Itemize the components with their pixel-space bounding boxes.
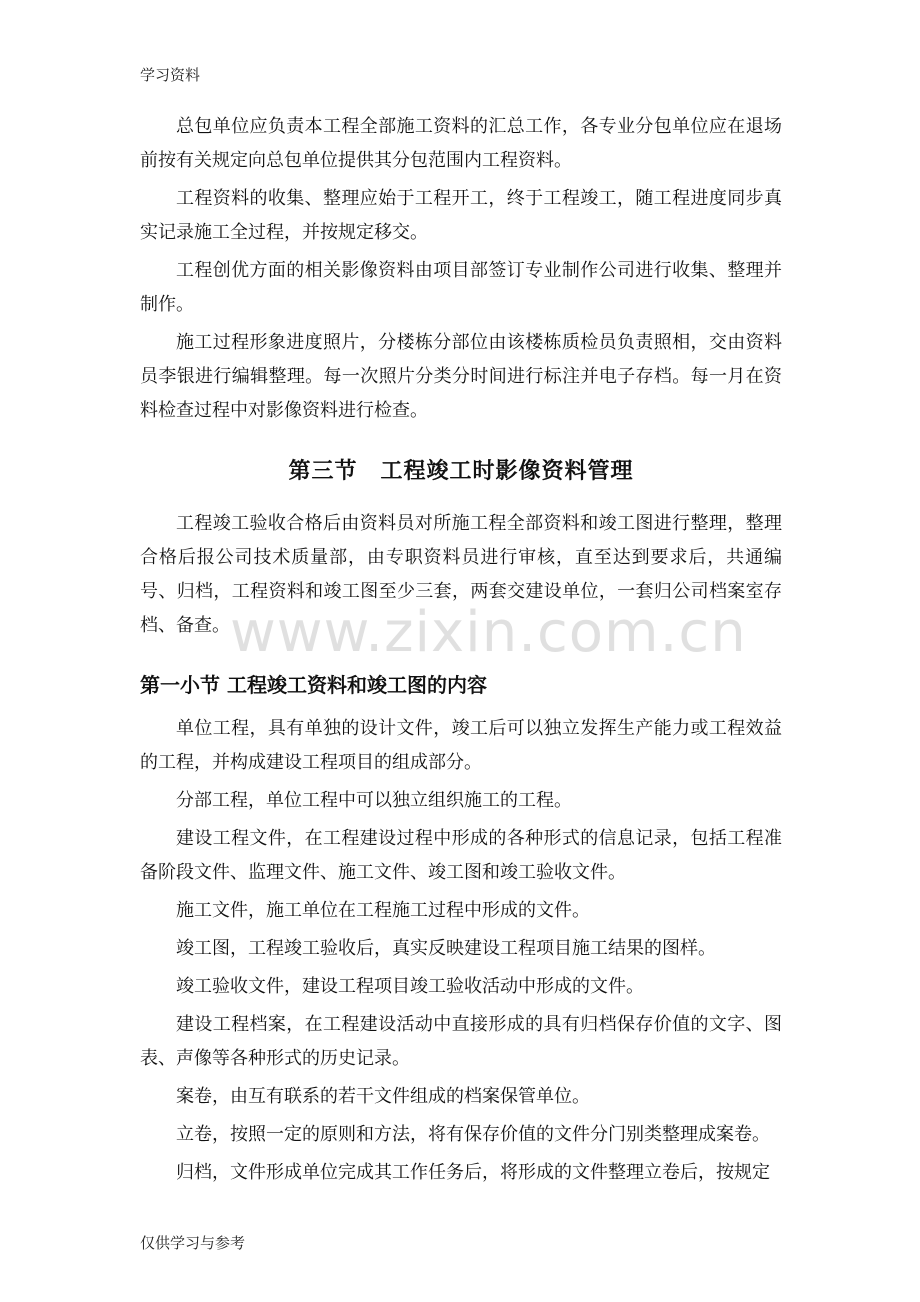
paragraph: 建设工程文件，在工程建设过程中形成的各种形式的信息记录，包括工程准备阶段文件、监理文件、施工文件、竣工图和竣工验收文件。 bbox=[140, 828, 782, 883]
watermark: www.zixin.com.cn bbox=[230, 600, 747, 665]
paragraph: 立卷，按照一定的原则和方法，将有保存价值的文件分门别类整理成案卷。 bbox=[176, 1124, 770, 1145]
subsection-title: 第一小节 工程竣工资料和竣工图的内容 bbox=[140, 673, 487, 697]
page-footer: 仅供学习与参考 bbox=[140, 1234, 246, 1252]
paragraph: 分部工程，单位工程中可以独立组织施工的工程。 bbox=[176, 790, 572, 811]
paragraph: 案卷，由互有联系的若干文件组成的档案保管单位。 bbox=[176, 1086, 590, 1107]
paragraph: 建设工程档案，在工程建设活动中直接形成的具有归档保存价值的文字、图表、声像等各种形式的历史记录。 bbox=[140, 1014, 782, 1069]
section-title: 第三节 工程竣工时影像资料管理 bbox=[288, 459, 634, 484]
paragraph: 竣工图，工程竣工验收后，真实反映建设工程项目施工结果的图样。 bbox=[176, 938, 716, 959]
paragraph: 工程创优方面的相关影像资料由项目部签订专业制作公司进行收集、整理并制作。 bbox=[140, 260, 782, 315]
paragraph: 单位工程，具有单独的设计文件，竣工后可以独立发挥生产能力或工程效益的工程，并构成建设工程项目的组成部分。 bbox=[140, 718, 782, 773]
paragraph: 竣工验收文件，建设工程项目竣工验收活动中形成的文件。 bbox=[176, 976, 644, 997]
paragraph: 工程资料的收集、整理应始于工程开工，终于工程竣工，随工程进度同步真实记录施工全过程，并按规定移交。 bbox=[140, 188, 782, 243]
paragraph: 施工文件，施工单位在工程施工过程中形成的文件。 bbox=[176, 900, 590, 921]
paragraph: 归档，文件形成单位完成其工作任务后，将形成的文件整理立卷后，按规定 bbox=[176, 1162, 770, 1183]
paragraph: 总包单位应负责本工程全部施工资料的汇总工作，各专业分包单位应在退场前按有关规定向总包单位提供其分包范围内工程资料。 bbox=[140, 116, 782, 171]
paragraph: 工程竣工验收合格后由资料员对所施工程全部资料和竣工图进行整理，整理合格后报公司技术质量部，由专职资料员进行审核，直至达到要求后，共通编号、归档，工程资料和竣工图至少三套，两套交建设单位，一套归公司档案室存档、备查。 bbox=[140, 513, 782, 636]
page-header: 学习资料 bbox=[140, 66, 201, 84]
paragraph: 施工过程形象进度照片，分楼栋分部位由该楼栋质检员负责照相，交由资料员李银进行编辑整理。每一次照片分类分时间进行标注并电子存档。每一月在资料检查过程中对影像资料进行检查。 bbox=[140, 332, 782, 421]
document-body bbox=[140, 110, 782, 1194]
